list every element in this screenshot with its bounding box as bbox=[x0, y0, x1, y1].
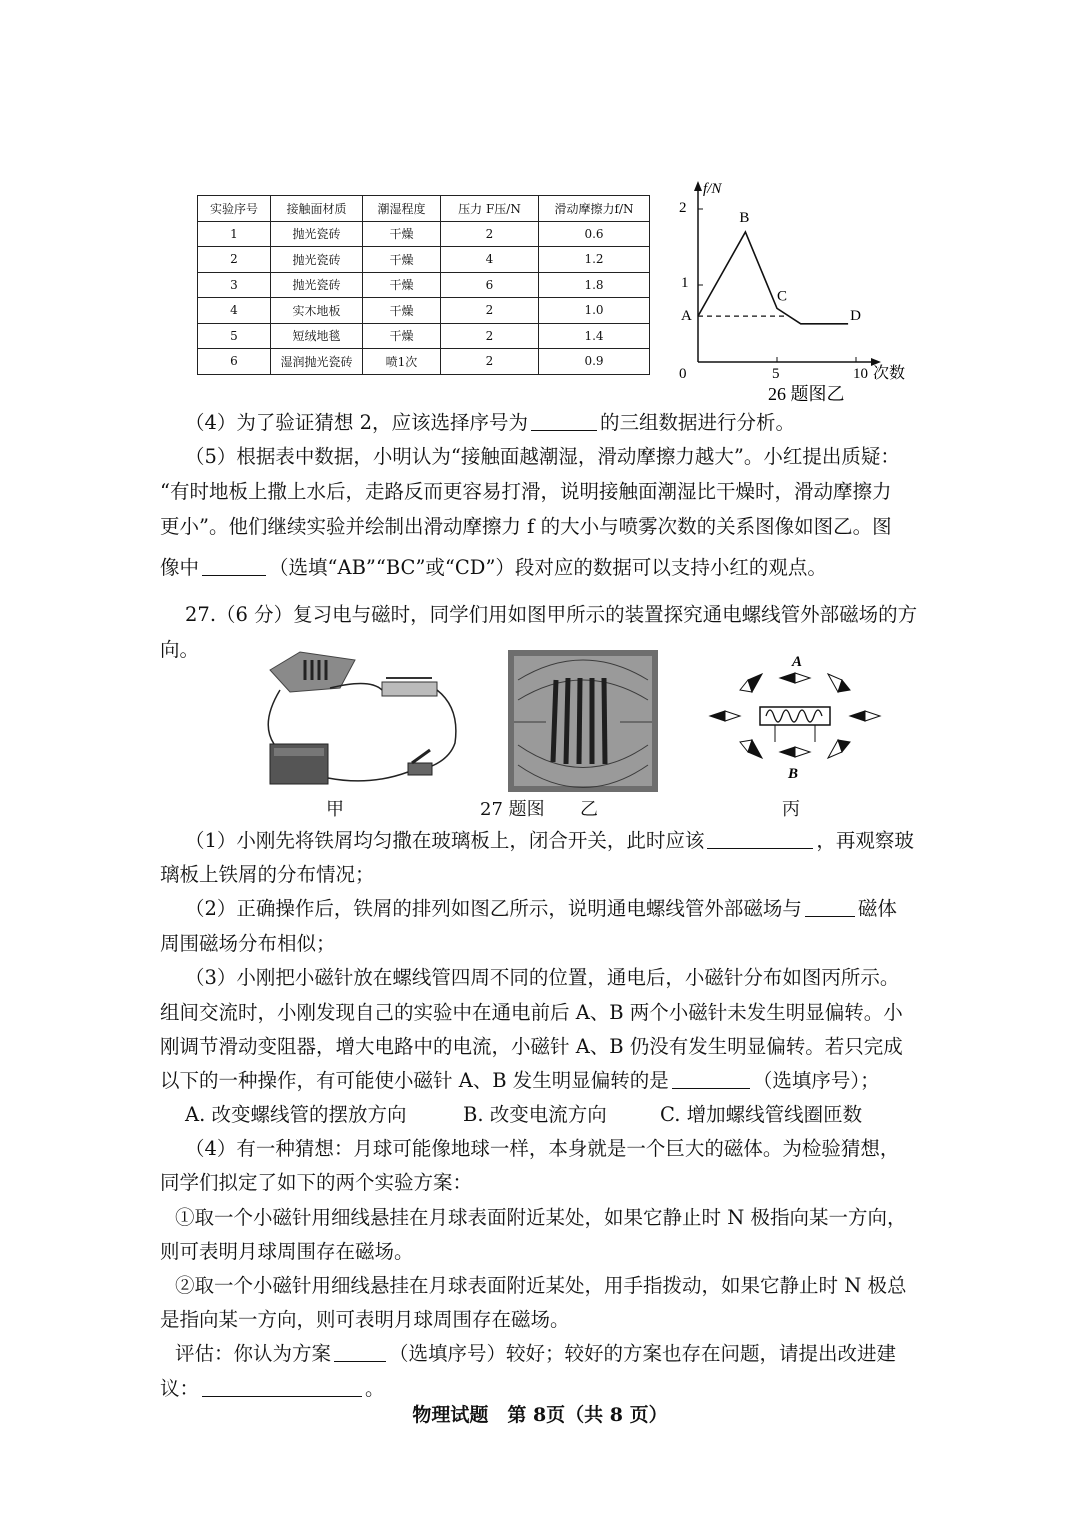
friction-graph bbox=[665, 175, 925, 410]
table-cell: 3 bbox=[198, 272, 271, 298]
q27-p1-text: （1）小刚先将铁屑均匀撒在玻璃板上，闭合开关，此时应该 bbox=[185, 829, 705, 852]
table-row bbox=[198, 221, 650, 247]
table-cell: 1.2 bbox=[539, 247, 650, 273]
caption-jia: 甲 bbox=[326, 799, 344, 820]
graph-caption: 26 题图乙 bbox=[768, 384, 845, 404]
q27-part4-line2: 同学们拟定了如下的两个实验方案： bbox=[160, 1171, 473, 1194]
friction-curve bbox=[698, 232, 848, 324]
x-tick-label: 5 bbox=[772, 366, 780, 382]
table-row bbox=[198, 272, 650, 298]
table-cell: 2 bbox=[198, 247, 271, 273]
q27-option-c: C. 增加螺线管线圈匝数 bbox=[660, 1103, 863, 1126]
q26-part4 bbox=[185, 410, 795, 436]
q27-part3-line2: 组间交流时，小刚发现自己的实验中在通电前后 A、B 两个小磁针未发生明显偏转。小 bbox=[160, 1001, 903, 1024]
q27-p1-text-end: ，再观察玻 bbox=[816, 829, 914, 852]
answer-blank[interactable] bbox=[334, 1341, 386, 1362]
table-cell: 抛光瓷砖 bbox=[271, 221, 363, 247]
table-cell: 1 bbox=[198, 221, 271, 247]
eval-text-2: 议： bbox=[160, 1377, 200, 1400]
q27-p2-text: （2）正确操作后，铁屑的排列如图乙所示，说明通电螺线管外部磁场与 bbox=[185, 897, 802, 920]
wire bbox=[432, 690, 456, 766]
table-cell: 4 bbox=[441, 247, 539, 273]
answer-blank[interactable] bbox=[202, 555, 266, 576]
table-cell: 干燥 bbox=[363, 272, 441, 298]
answer-blank[interactable] bbox=[707, 828, 813, 849]
table-header: 潮湿程度 bbox=[363, 196, 441, 222]
q27-part2-line2: 周围磁场分布相似； bbox=[160, 932, 336, 955]
eval-text-2-end: 。 bbox=[365, 1377, 385, 1400]
table-cell: 1.0 bbox=[539, 298, 650, 324]
table-cell: 干燥 bbox=[363, 221, 441, 247]
table-header-row bbox=[198, 196, 650, 222]
table-cell: 0.6 bbox=[539, 221, 650, 247]
table-cell: 抛光瓷砖 bbox=[271, 247, 363, 273]
evaluation-line1 bbox=[175, 1341, 896, 1367]
evaluation-line2 bbox=[160, 1376, 385, 1402]
x-tick-label: 0 bbox=[679, 366, 687, 382]
table-cell: 干燥 bbox=[363, 323, 441, 349]
table-header: 滑动摩擦力f/N bbox=[539, 196, 650, 222]
q27-part2-line1 bbox=[185, 896, 897, 922]
table-cell: 6 bbox=[198, 349, 271, 375]
table-cell: 6 bbox=[441, 272, 539, 298]
caption-figure-27: 27 题图 bbox=[480, 799, 545, 820]
table-header: 接触面材质 bbox=[271, 196, 363, 222]
q27-part3-line4 bbox=[160, 1068, 880, 1094]
table-cell: 2 bbox=[441, 221, 539, 247]
table-row bbox=[198, 298, 650, 324]
q26-p5-text-end: （选填“AB”“BC”或“CD”）段对应的数据可以支持小红的观点。 bbox=[269, 556, 827, 579]
figure-jia-circuit bbox=[260, 648, 470, 793]
table-cell: 2 bbox=[441, 349, 539, 375]
table-header: 压力 F压/N bbox=[441, 196, 539, 222]
q26-part5-line4 bbox=[160, 555, 827, 581]
table-cell: 抛光瓷砖 bbox=[271, 272, 363, 298]
y-tick-label: 2 bbox=[679, 200, 687, 216]
x-tick-label: 10 bbox=[853, 366, 868, 382]
q27-option-a: A. 改变螺线管的摆放方向 bbox=[185, 1103, 407, 1126]
point-label-d: D bbox=[850, 307, 861, 324]
wire bbox=[268, 690, 280, 744]
point-label-c: C bbox=[777, 288, 788, 305]
q27-intro-line2: 向。 bbox=[160, 638, 200, 661]
q27-part4-line1: （4）有一种猜想：月球可能像地球一样，本身就是一个巨大的磁体。为检验猜想， bbox=[185, 1137, 900, 1160]
q27-p3-text-end: （选填序号）； bbox=[752, 1069, 880, 1092]
caption-bing: 丙 bbox=[782, 799, 800, 820]
q27-intro-line1: 27.（6 分）复习电与磁时，同学们用如图甲所示的装置探究通电螺线管外部磁场的方 bbox=[185, 603, 918, 626]
q26-p4-text-end: 的三组数据进行分析。 bbox=[600, 411, 796, 434]
caption-yi: 乙 bbox=[580, 799, 598, 820]
plan2-line1: ②取一个小磁针用细线悬挂在月球表面附近某处，用手指拨动，如果它静止时 N 极总 bbox=[175, 1274, 907, 1297]
q27-part1-line2: 璃板上铁屑的分布情况； bbox=[160, 863, 375, 886]
table-row bbox=[198, 349, 650, 375]
table-header: 实验序号 bbox=[198, 196, 271, 222]
compass-label-a: A bbox=[792, 654, 803, 670]
table-cell: 短绒地毯 bbox=[271, 323, 363, 349]
plan2-line2: 是指向某一方向，则可表明月球周围存在磁场。 bbox=[160, 1308, 570, 1331]
q27-part3-line1: （3）小刚把小磁针放在螺线管四周不同的位置，通电后，小磁针分布如图丙所示。 bbox=[185, 966, 900, 989]
table-cell: 1.4 bbox=[539, 323, 650, 349]
wire bbox=[328, 772, 408, 781]
figure-bing-compass bbox=[700, 650, 890, 785]
answer-blank[interactable] bbox=[805, 896, 855, 917]
q26-part5-line3: 更小”。他们继续实验并绘制出滑动摩擦力 f 的大小与喷雾次数的关系图像如图乙。图 bbox=[160, 515, 892, 538]
table-row bbox=[198, 323, 650, 349]
table-cell: 0.9 bbox=[539, 349, 650, 375]
answer-blank[interactable] bbox=[672, 1068, 750, 1089]
y-axis-label: f/N bbox=[703, 181, 722, 197]
table-cell: 1.8 bbox=[539, 272, 650, 298]
table-cell: 2 bbox=[441, 323, 539, 349]
data-table bbox=[197, 195, 650, 375]
q26-p5-text: 像中 bbox=[160, 556, 200, 579]
q26-part5-line2: “有时地板上撒上水后，走路反而更容易打滑，说明接触面潮湿比干燥时，滑动摩擦力 bbox=[160, 480, 892, 503]
table-cell: 实木地板 bbox=[271, 298, 363, 324]
table-cell: 喷1次 bbox=[363, 349, 441, 375]
table-cell: 4 bbox=[198, 298, 271, 324]
table-cell: 2 bbox=[441, 298, 539, 324]
x-axis-label: 次数 bbox=[873, 365, 906, 382]
plan1-line1: ①取一个小磁针用细线悬挂在月球表面附近某处，如果它静止时 N 极指向某一方向， bbox=[175, 1206, 907, 1229]
answer-blank[interactable] bbox=[202, 1376, 362, 1397]
plan1-line2: 则可表明月球周围存在磁场。 bbox=[160, 1240, 414, 1263]
table-row bbox=[198, 247, 650, 273]
y-axis-arrow bbox=[694, 181, 702, 191]
point-label-b: B bbox=[739, 209, 750, 226]
q26-part5-line1: （5）根据表中数据，小明认为“接触面越潮湿，滑动摩擦力越大”。小红提出质疑： bbox=[185, 445, 900, 468]
table-cell: 湿润抛光瓷砖 bbox=[271, 349, 363, 375]
q27-part1-line1 bbox=[185, 828, 914, 854]
switch-icon bbox=[408, 763, 432, 775]
table-cell: 干燥 bbox=[363, 298, 441, 324]
q27-part3-line3: 刚调节滑动变阻器，增大电路中的电流，小磁针 A、B 仍没有发生明显偏转。若只完成 bbox=[160, 1035, 903, 1058]
eval-text: 评估：你认为方案 bbox=[175, 1342, 332, 1365]
q27-p3-text: 以下的一种操作，有可能使小磁针 A、B 发生明显偏转的是 bbox=[160, 1069, 669, 1092]
answer-blank[interactable] bbox=[531, 410, 597, 431]
q27-option-b: B. 改变电流方向 bbox=[463, 1103, 607, 1126]
figure-yi-iron-filings bbox=[508, 650, 658, 792]
eval-text-end: （选填序号）较好；较好的方案也存在问题，请提出改进建 bbox=[389, 1342, 897, 1365]
page-footer: 物理试题 第 8页（共 8 页） bbox=[412, 1404, 668, 1426]
table-cell: 5 bbox=[198, 323, 271, 349]
q27-p2-text-end: 磁体 bbox=[857, 897, 897, 920]
compass-label-b: B bbox=[788, 766, 799, 782]
rheostat-icon bbox=[382, 682, 437, 696]
q26-p4-text: （4）为了验证猜想 2，应该选择序号为 bbox=[185, 411, 529, 434]
point-label-a: A bbox=[681, 308, 692, 325]
table-cell: 干燥 bbox=[363, 247, 441, 273]
y-tick-label: 1 bbox=[681, 275, 689, 291]
